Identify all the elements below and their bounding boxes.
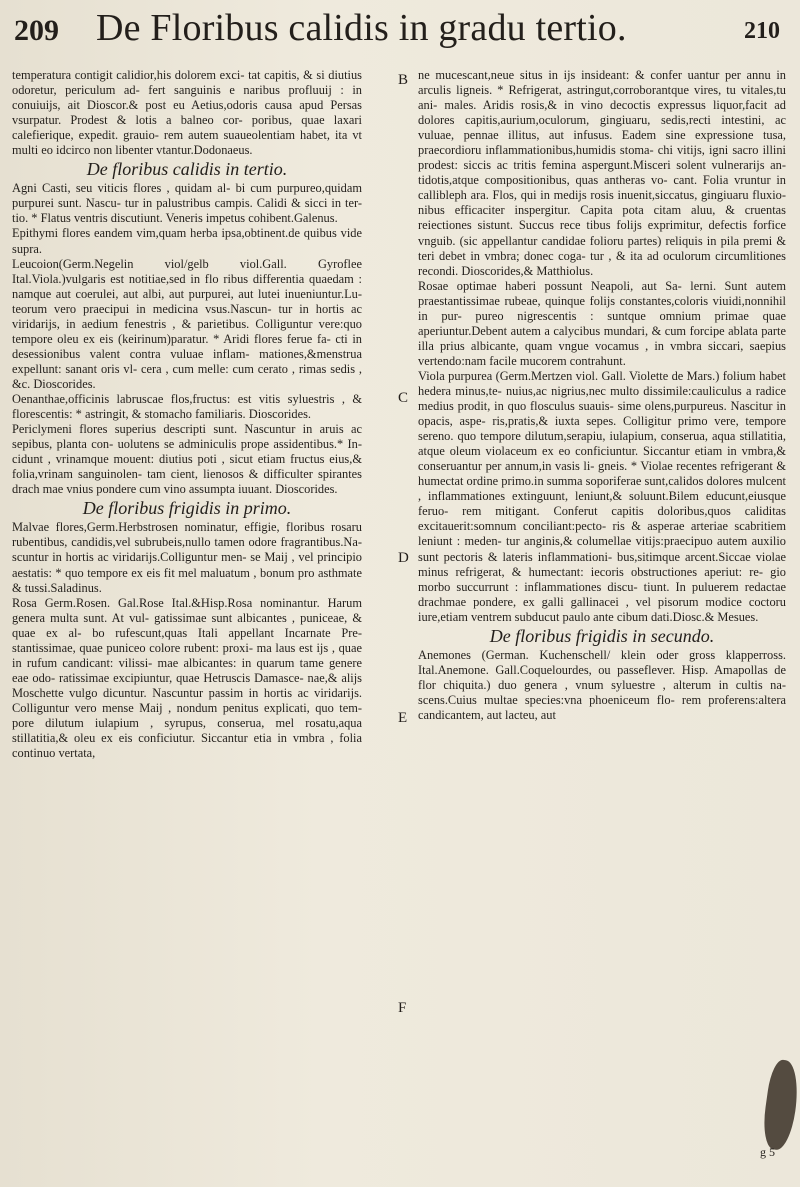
paragraph: Agni Casti, seu viticis flores , quidam al- bi cum purpureo,quidam purpurei sunt. Nascu- tur in palustribus campis. Calidi & sicci in ter- tio. * Flatus ventris discutiunt. Veneris impetus cohibent.Galenus. [12,181,362,226]
left-column [12,68,362,1173]
paragraph: Malvae flores,Germ.Herbstrosen nominatur, effigie, floribus rosaru rubentibus, candidis,vel subrubeis,nullo tamen odore fragrantibus.Na- scuntur in hortis ac viridarijs.Colliguntur men- se Maij , vel principio aestatis: * quo tempore ex eis fit mel maluatum , bonum pro asthmate & tussi.Saladinus. [12,520,362,595]
margin-letter: E [398,710,408,726]
margin-letter: F [398,1000,407,1016]
section-heading: De floribus frigidis in primo. [82,498,292,519]
section-heading: De floribus calidis in tertio. [86,159,288,180]
margin-letter: D [398,550,409,566]
paragraph: temperatura contigit calidior,his dolorem exci- tat capitis, & si diutius odoretur, periculum ad- fert sanguinis e naribus profluuij : in conuiuijs, ait Dioscor.& post eu Aetius,odoris causa apud Persas vsurpatur. Prodest & lotis a balneo cor- poribus, quae laxari calefierique, expedit. grauio- rem autem suaueolentiam habet, ita vt multi eo idcirco non libenter vtantur.Dodonaeus. [12,68,362,158]
margin-section-letters [390,60,416,1180]
paragraph: Rosa Germ.Rosen. Gal.Rose Ital.&Hisp.Rosa nominantur. Harum genera multa sunt. At vul- gatissimae sunt albicantes , puniceae, & quae ex al- bo rufescunt,quas Itali appellant Incarnate Pre- stantissimae, quae puniceo colore rubent: proxi- ma laus est ijs , quae in rufum candicant: vilissi- mae albicantes: in quarum tame genere eae odo- ratissimae excipiuntur, quae Hetruscis Damasce- nae,& alijs Moschette vulgo dicuntur. Nascuntur passim in hortis ac viridarijs. Colliguntur vero mense Maij , nondum penitus explicati, quo tem- pore dilutum iulapium , syrupus, conserua, mel rosatu,aqua stillatitia,& oleu ex eis conficiutur. Siccantur etia in vmbra , folia continuo vertata, [12,595,362,761]
paragraph: ne mucescant,neue situs in ijs insideant: & confer uantur per annu in arculis ligneis. * Refrigerat, astringut,corroborantque vires, tu vitales,tu ani- males. Aridis rosis,& in vino decoctis expressus liquor,facit ad dolores capitis,aurium,oculorum, gingiuaru, sedis,recti intestini, ac vuluae, pennae illitus, aut infusus. Eadem sine expressione tusa, praecordioru inflammationibus,humidis stoma- chi vitijs, igni sacro illini prodest: siccis ac tritis femina aspergunt.Misceri solent vulnerarijs an- tidotis,atque compositionibus, quas antheras vo- cant. Folia vruntur in callibleph ara. Flos, qui in medijs rosis inuenit,siccatus, gingiuaru fluxio- nibus efficaciter inspergitur. Capita pota citam aluu, & cruentas reiectiones sistunt. Succus rece tibus folijs exprimitur, defectis forfice vnguib. (sic appellantur candidae folioru partes) reliquis in pila premi & teri debet in vmbra; donec coga- tur , & ita ad oculorum circumlitiones recondi. Dioscorides,& Matthiolus. [418,68,786,278]
margin-letter: C [398,390,409,406]
signature-mark: g 5 [760,1145,775,1159]
section-heading: De floribus frigidis in secundo. [489,625,715,646]
page-number-right: 210 [744,18,780,44]
paragraph: Periclymeni flores superius descripti sunt. Nascuntur in aruis ac sepibus, planta con- uolutens se adminiculis prope assidentibus.* In- cidunt , vrinamque mouent: diutius poti , sicut etiam fructus eius,& folia,vrinam sanguinolen- tam cient, lienosos & difficulter spirantes drach mae vnius pondere cum vino assumpta iuuant. Dioscorides. [12,422,362,497]
right-column [418,68,786,1173]
paragraph: Viola purpurea (Germ.Mertzen viol. Gall. Violette de Mars.) folium habet hedera minus,te- nuius,ac nigrius,nec multo dissimile:cauliculus a radice medius prodit, in quo flosculus suauis- sime olens,purpureus. Nascitur in opacis, aspe- ris,pratis,& iuxta sepes. Colligitur primo vere, tempore sereno. quo tempore dilutum,serapiu, iulapium, conserua, aqua stillatitia, atque oleum violaceum ex eo conficiuntur. Siccantur etiam in vmbra,& conseruantur per annum,in vasis li- gneis. * Violae recentes refrigerant & humectat ordine primo.in summa soporiferae sunt,calidos dolores mulcent , inflammationes extinguunt, leniunt,& soluunt.Bilem educunt,eiusque feruo- rem mitigant. Conferut capitis doloribus,quos caliditas excitauerit:somnum conciliant:pecto- ris & asperae arteriae scabritiem leniunt : meden- tur anginis,& columellae vitijs:praecipuo autem auxilio sunt pectoris & lateris inflammationi- bus,sitimque arcent.Siccae violae minus refrigerat, & humectant: iecoris obstructiones aperiut: re- gio morbo succurrunt : inflammationes discu- tiunt. In puluerem redactae drachmae pondere, ex galli gallinacei , vel pisorum modice coctoru iure,etiam ventrem subducut paulo ante cibum dati.Diosc.& Mesues. [418,368,786,624]
paragraph: Rosae optimae haberi possunt Neapoli, aut Sa- lerni. Sunt autem praestantissimae rubeae, quinque folijs constantes,coloris viuidi,nonnihil in pur- pureo nigrescentis : suntque omnium primae quae aperiuntur.Debent autem a calycibus mundari, & cum forcipe ablata parte illa prius albicante, quam vngue vocamus , in vmbra siccari, saepius vertendo:nam facile mucorem contrahunt. [418,278,786,368]
page-number-left: 209 [14,14,59,47]
paragraph: Epithymi flores eandem vim,quam herba ipsa,obtinent.de quibus vide supra. [12,226,362,256]
paragraph: Leucoion(Germ.Negelin viol/gelb viol.Gall. Gyroflee Ital.Viola.)vulgaris est notitiae,sed in flo ribus differentia quaedam : namque aut coerulei, aut albi, aut purpurei, aut lutei inueniuntur.Lu- teorum vero praecipui in medicina vsus.Nascun- tur in hortis ac viridarijs, in aedium fenestris , & parietibus. Colliguntur vere:quo tempore oleu ex eis (keirinum)paratur. * Aridi flores ferue fa- cti in desessionibus valent contra vuluae inflam- mationes,&menstrua expellunt: sanant oris vl- cera , cum melle: cum cerato , rimas sedis , &c. Dioscorides. [12,256,362,391]
margin-letter: B [398,72,409,88]
running-header [0,6,800,49]
paragraph: Anemones (German. Kuchenschell/ klein oder gross klapperross. Ital.Anemone. Gall.Coquelourdes, ou passeflever. Hisp. Amapollas de flor chiquita.) duo genera , vnum syluestre , alterum in cultis na- scens.Cuius multae species:vna phoeniceum flo- rem proferens:altera candicantem, aut lacteu, aut [418,647,786,722]
paragraph: Oenanthae,officinis labruscae flos,fructus: est vitis syluestris , & florescentis: * astringit, & stomacho familiaris. Dioscorides. [12,391,362,422]
running-title: De Floribus calidis in gradu tertio. [96,7,627,49]
